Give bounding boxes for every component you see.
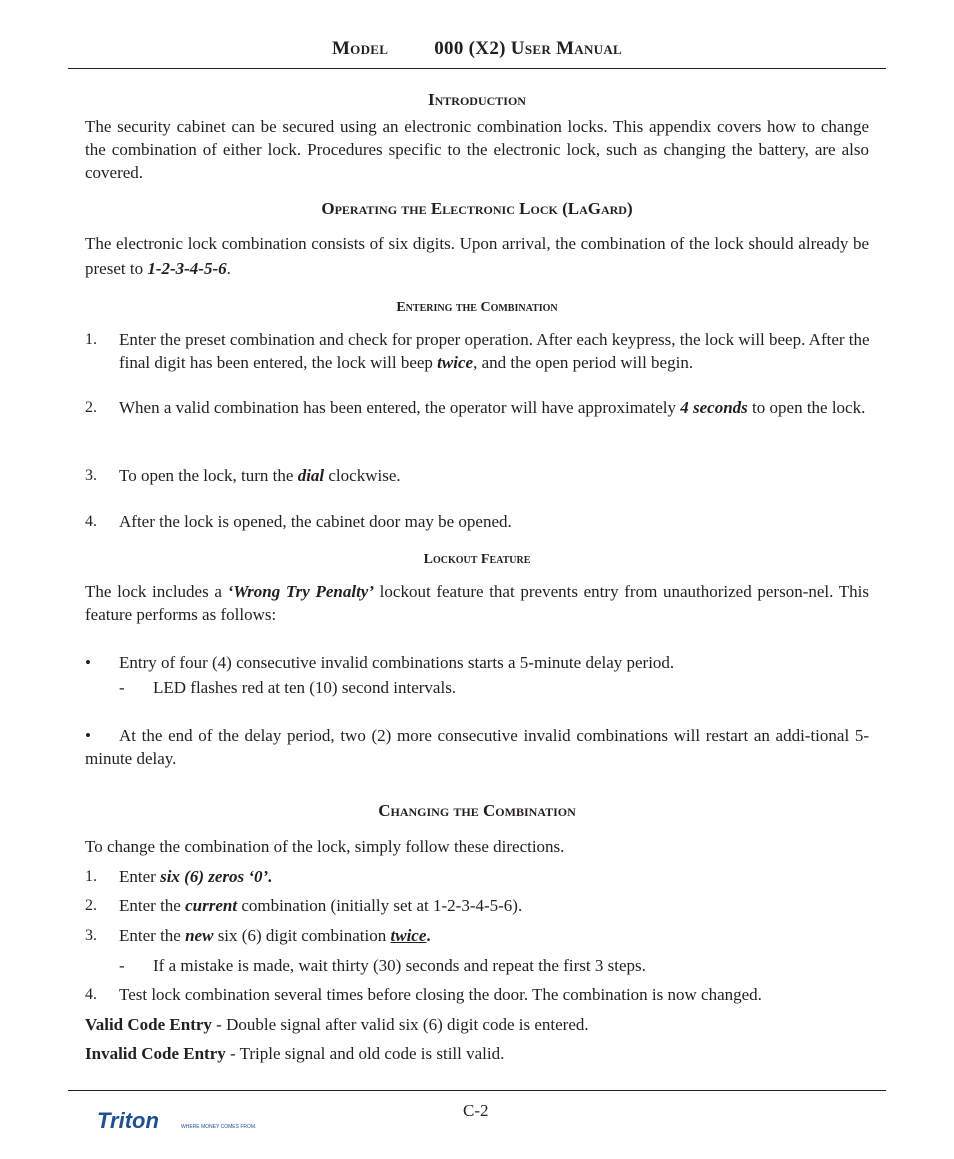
entering-step-3: To open the lock, turn the dial clockwise. [119, 466, 401, 485]
lockout-paragraph: The lock includes a ‘Wrong Try Penalty’ lockout feature that prevents entry from unauthorized person-nel. This feature performs as follows: [85, 582, 869, 624]
page-number: C-2 [463, 1101, 489, 1120]
header-manual-title: 000 (X2) User Manual [434, 38, 623, 59]
entering-step-1: Enter the preset combination and check for proper operation. After each keypress, the lock will beep. After the final digit has been entered, the lock will beep twice, and the open period will begin. [119, 330, 870, 372]
step-number: 1. [85, 868, 97, 885]
valid-code-entry: Valid Code Entry - Double signal after valid six (6) digit code is entered. [85, 1015, 589, 1034]
changing-step-1: Enter six (6) zeros ‘0’. [119, 867, 273, 886]
entering-step-2: When a valid combination has been entered, the operator will have approximately 4 seconds to open the lock. [119, 398, 866, 417]
changing-step-3-sub: If a mistake is made, wait thirty (30) seconds and repeat the first 3 steps. [153, 956, 646, 975]
step-number: 3. [85, 927, 97, 944]
lockout-bullet-1: Entry of four (4) consecutive invalid combinations starts a 5-minute delay period. [119, 653, 675, 672]
changing-step-4: Test lock combination several times before closing the door. The combination is now changed. [119, 985, 762, 1004]
bullet-icon: • [85, 653, 91, 672]
lockout-sub-1: LED flashes red at ten (10) second intervals. [153, 678, 457, 697]
step-number: 4. [85, 513, 97, 530]
entering-step-4: After the lock is opened, the cabinet door may be opened. [119, 512, 512, 531]
bullet-icon: • [85, 726, 91, 745]
operating-heading: Operating the Electronic Lock (LaGard) [321, 199, 633, 218]
lockout-heading: Lockout Feature [423, 552, 531, 567]
header-rule [68, 68, 886, 69]
logo-tagline: WHERE MONEY COMES FROM. [181, 1124, 257, 1130]
entering-heading: Entering the Combination [396, 300, 558, 315]
intro-paragraph: The security cabinet can be secured using an electronic combination locks. This appendix covers how to change the combination of either lock. Procedures specific to the electronic lock, such as changing the battery, are also covered. [85, 117, 869, 182]
step-number: 2. [85, 897, 97, 914]
changing-step-3: Enter the new six (6) digit combination twice. [119, 926, 431, 945]
operating-paragraph: The electronic lock combination consists of six digits. Upon arrival, the combination of the lock should already be preset to 1-2-3-4-5-6. [85, 234, 869, 278]
dash-marker: - [119, 678, 125, 697]
triton-logo [97, 1108, 267, 1136]
header-model: Model [331, 38, 389, 59]
preset-combination: 1-2-3-4-5-6 [147, 259, 227, 278]
intro-heading: Introduction [428, 90, 526, 109]
changing-step-2: Enter the current combination (initially set at 1-2-3-4-5-6). [119, 896, 523, 915]
step-number: 3. [85, 467, 97, 484]
page-header [0, 38, 954, 60]
invalid-code-entry: Invalid Code Entry - Triple signal and old code is still valid. [85, 1044, 505, 1063]
logo-wordmark: Triton [97, 1108, 159, 1133]
step-number: 4. [85, 986, 97, 1003]
step-number: 1. [85, 331, 97, 348]
lockout-bullet-2: At the end of the delay period, two (2) more consecutive invalid combinations will restart an addi-tional 5-minute delay. [85, 726, 869, 768]
footer-rule [68, 1090, 886, 1091]
changing-intro: To change the combination of the lock, simply follow these directions. [85, 837, 565, 856]
step-number: 2. [85, 399, 97, 416]
changing-heading: Changing the Combination [378, 801, 576, 820]
dash-marker: - [119, 956, 125, 975]
